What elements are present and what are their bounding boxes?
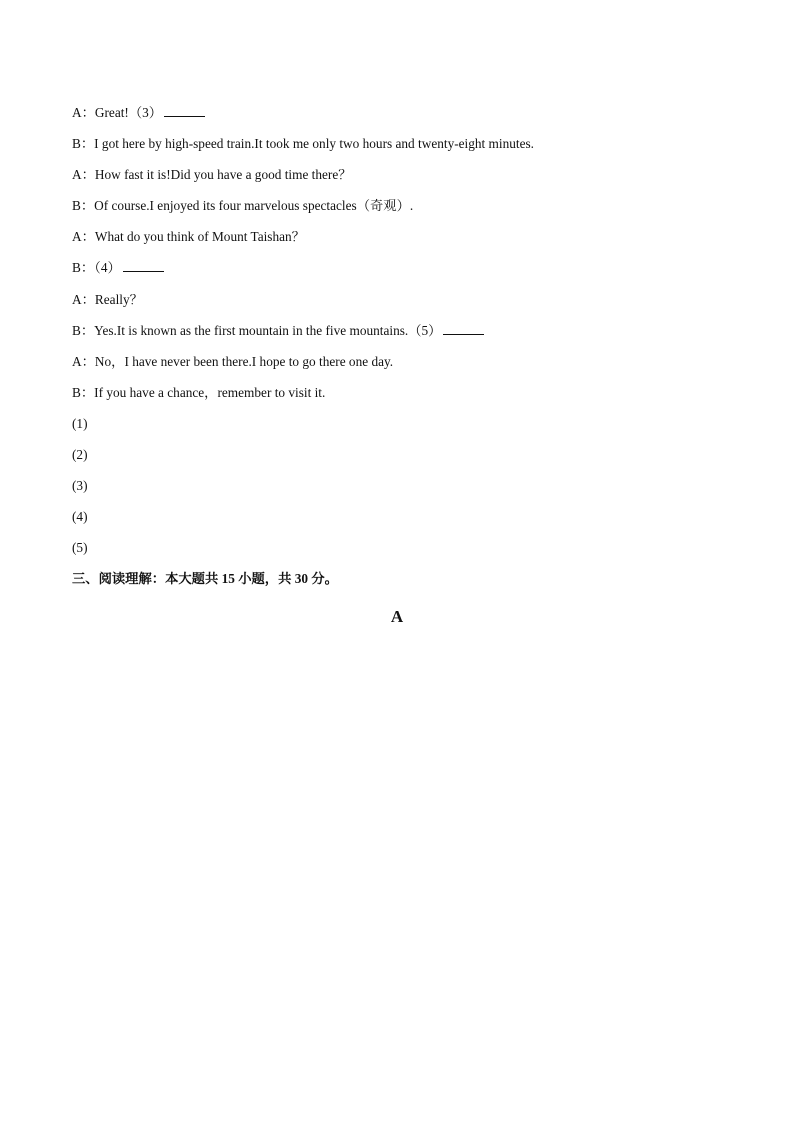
answer-list xyxy=(72,414,88,569)
speaker-label: A： xyxy=(72,229,95,245)
section-heading: 三、阅读理解：本大题共 15 小题，共 30 分。 xyxy=(72,571,338,586)
line-text: If you have a chance，remember to visit it. xyxy=(94,384,326,400)
speaker-label: B： xyxy=(72,136,95,152)
speaker-label: B： xyxy=(72,322,95,338)
answer-number: (2) xyxy=(72,447,88,463)
line-text: Great!（3） xyxy=(94,105,163,120)
answer-number: (3) xyxy=(72,478,88,494)
line-text: Really？ xyxy=(94,291,143,307)
line-text: （4） xyxy=(94,260,121,276)
speaker-label: A： xyxy=(72,353,95,369)
line-text: What do you think of Mount Taishan？ xyxy=(94,229,305,245)
speaker-label: A： xyxy=(72,291,95,307)
answer-blank[interactable] xyxy=(164,103,205,117)
speaker-label: B： xyxy=(72,198,95,214)
dialogue-line xyxy=(72,165,534,196)
line-text: Yes.It is known as the first mountain in the five mountains.（5） xyxy=(94,322,442,338)
answer-number: (1) xyxy=(72,416,88,431)
dialogue-line xyxy=(72,196,534,227)
dialogue-line xyxy=(72,383,534,414)
passage-label: A xyxy=(390,607,404,626)
answer-blank[interactable] xyxy=(123,258,164,272)
speaker-label: B： xyxy=(72,260,95,276)
answer-number: (5) xyxy=(72,540,88,556)
speaker-label: A： xyxy=(72,167,95,183)
dialogue xyxy=(72,103,534,414)
line-text: How fast it is!Did you have a good time there？ xyxy=(94,167,352,183)
dialogue-line xyxy=(72,134,534,165)
speaker-label: A： xyxy=(72,105,95,120)
line-text: No，I have never been there.I hope to go there one day. xyxy=(94,353,394,369)
answer-number: (4) xyxy=(72,509,88,525)
answer-blank[interactable] xyxy=(443,321,484,335)
dialogue-line xyxy=(72,321,534,352)
dialogue-line xyxy=(72,290,534,321)
dialogue-line xyxy=(72,352,534,383)
speaker-label: B： xyxy=(72,384,95,400)
dialogue-line xyxy=(72,103,534,134)
dialogue-line xyxy=(72,258,534,289)
dialogue-line xyxy=(72,227,534,258)
line-text: Of course.I enjoyed its four marvelous spectacles（奇观）. xyxy=(94,198,414,214)
line-text: I got here by high-speed train.It took me only two hours and twenty-eight minutes. xyxy=(94,136,534,152)
